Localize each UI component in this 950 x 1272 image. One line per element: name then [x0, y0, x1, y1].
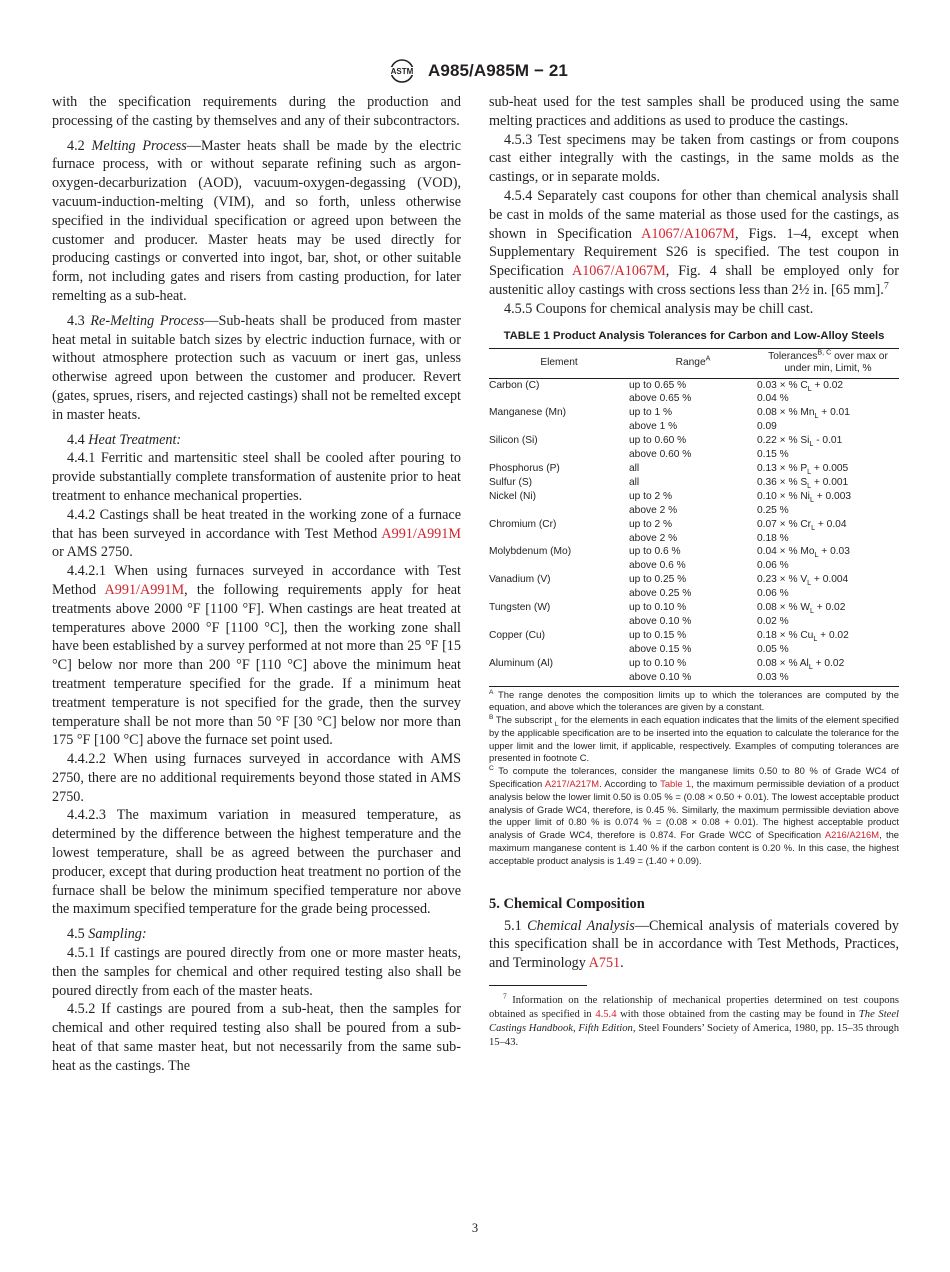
document-id: A985/A985M − 21	[428, 61, 568, 80]
link-table-1[interactable]: Table 1	[660, 778, 691, 790]
cell-range: up to 2 %	[629, 490, 673, 502]
link-a216[interactable]: A216/A216M	[824, 829, 880, 841]
paragraph-4-3: 4.3 Re-Melting Process—Sub-heats shall be produced from master heat metal in suitable batch sizes by electric induction furnace, with or without atmosphere protection such as vacuum or inert gas, unless otherwise agreed upon between the customer and producer. Revert (gates, sprues, risers, and rejected castings) shall not be remelted except in master heats.	[52, 312, 461, 423]
paragraph-4-5-2: 4.5.2 If castings are poured from a sub-heat, then the samples for chemical and other required testing also shall be poured from a sub-heat of that same master heat, but not necessarily from the same sub-heat as the castings. The	[52, 1001, 461, 1074]
table-footnote-a: $^A$ The range denotes the composition limits up to which the tolerances are computed by the equation, and above which the tolerances are given by a constant.	[489, 688, 899, 713]
cell-tolerance: 0.18 %	[757, 532, 789, 544]
table-footnote-c: $^C$ To compute the tolerances, consider the manganese limits 0.50 to 80 % of Grade WC4 of Specification A217/A217M. According to Table 1, the maximum permissible deviation of a product analysis below the lower limit 0.50 is 0.05 % = (0.08 × 0.50 + 0.01). The lowest acceptable product analysis of Grade WC4, therefore, is 0.45 %. Similarly, the maximum permissible deviation above the upper limit of 0.80 % is 0.074 % = (0.08 × 0.08 + 0.01). The highest acceptable product analysis of Grade WC4, therefore is 0.874. For Grade WCC of Specification A216/A216M, the maximum manganese content is 1.40 % if the carbon content is 0.20 %. In this case, the highest acceptable product analysis is 1.49 = (1.40 + 0.09).	[489, 765, 899, 866]
table-row	[489, 559, 899, 573]
table-row	[489, 629, 899, 643]
cell-tolerance: 0.18 × % $Cu_L + 0.02$	[757, 629, 849, 643]
cell-element	[489, 448, 629, 462]
link-4-5-4[interactable]: 4.5.4	[595, 1009, 617, 1021]
table-row	[489, 601, 899, 615]
cell-range: up to 0.60 %	[629, 435, 687, 447]
table-row	[489, 587, 899, 601]
cell-element: Carbon (C)	[489, 379, 540, 391]
link-a217[interactable]: A217/A217M	[544, 778, 600, 790]
cell-range: up to 0.65 %	[629, 379, 687, 391]
table-row	[489, 657, 899, 671]
section-5-heading: 5. Chemical Composition	[489, 895, 645, 912]
cell-tolerance: 0.07 × % $Cr_L + 0.04$	[757, 518, 847, 532]
table-row	[489, 532, 899, 546]
table-row	[489, 545, 899, 559]
table-row	[489, 392, 899, 406]
paragraph-4-5-1: 4.5.1 If castings are poured directly from one or more master heats, then the samples for chemical and other required testing also shall be poured directly from each of the master heats.	[52, 945, 461, 999]
cell-range: up to 0.10 %	[629, 602, 687, 614]
cell-tolerance: 0.25 %	[757, 504, 789, 516]
cell-element: Phosphorus (P)	[489, 463, 560, 474]
cell-range: above 0.65 %	[629, 393, 692, 405]
table-row	[489, 518, 899, 532]
cell-tolerance: 0.04 %	[757, 393, 789, 405]
footnote-7: $^7$ Information on the relationship of mechanical properties determined on test coupons obtained as specified in 4.5.4 with those obtained from the casting may be found in The Steel Castings Handbook, Fifth Edition, Steel Founders’ Society of America, 1980, pp. 15–35 through 15–43.	[489, 991, 899, 1049]
cell-range: above 0.10 %	[629, 615, 692, 627]
table-footnote-b: $^B$ The subscript $_L$ for the elements in each equation indicates that the limits of the element specified by the applicable specification are to be inserted into the equation to calculate the tolerance for the upper limit and the lower limit, if applicable, respectively. Examples of computing tolerances are presented in footnote C.	[489, 713, 899, 764]
cell-range: above 0.10 %	[629, 671, 757, 686]
paragraph-4-4-2-1: 4.4.2.1 When using furnaces surveyed in accordance with Test Method A991/A991M, the following requirements apply for heat treatments above 2000 °F [1100 °F]. When castings are heat treated at temperatures above 2000 °F [1100 °C], then the working zone shall have been established by a survey performed at not more than 25 °F [15 °C] below nor more than 200 °F [110 °C] above the minimum heat treatment temperature specified for the grade. If a minimum heat treatment temperature is not specified for the grade, then the survey temperature shall be not more than 50 °F [30 °C] below nor more than 175 °F [100 °C] above the furnace set point used.	[52, 563, 461, 749]
paragraph-continued: sub-heat used for the test samples shall be produced using the same melting practices and additions as used to produce the castings.	[489, 94, 899, 129]
link-a751[interactable]: A751	[588, 955, 621, 972]
cell-range: all	[629, 476, 640, 488]
left-column	[52, 93, 461, 1076]
cell-element	[489, 643, 629, 657]
cell-tolerance: 0.04 × % $Mo_L + 0.03$	[757, 546, 850, 560]
cell-tolerance: 0.06 %	[757, 588, 789, 600]
link-a1067-2[interactable]: A1067/A1067M	[571, 263, 666, 280]
cell-tolerance: 0.08 × % $Al_L + 0.02$	[757, 657, 845, 671]
cell-range: above 0.60 %	[629, 449, 692, 461]
cell-range: above 0.25 %	[629, 588, 692, 600]
paragraph-intro: with the specification requirements during the production and processing of the casting by themselves and any of their subcontractors.	[52, 94, 461, 129]
table-row	[489, 434, 899, 448]
cell-tolerance: 0.22 × % $Si_L - 0.01$	[757, 435, 843, 449]
cell-range: above 2 %	[629, 532, 678, 544]
cell-tolerance: 0.23 × % $V_L + 0.004$	[757, 574, 849, 588]
cell-range: all	[629, 463, 640, 474]
cell-tolerance: 0.09	[757, 421, 777, 433]
cell-element	[489, 615, 629, 629]
cell-tolerance: 0.15 %	[757, 449, 789, 461]
cell-range: up to 0.25 %	[629, 574, 687, 586]
cell-tolerance: 0.06 %	[757, 560, 789, 572]
footnote-ref-7: 7	[883, 280, 889, 292]
cell-range: up to 0.6 %	[629, 546, 681, 558]
cell-range: above 0.15 %	[629, 643, 692, 655]
cell-range: above 1 %	[629, 421, 678, 433]
table-row	[489, 462, 899, 476]
paragraph-4-4-2: 4.4.2 Castings shall be heat treated in the working zone of a furnace that has been surveyed in accordance with Test Method A991/A991M or AMS 2750.	[52, 506, 461, 561]
cell-element: Molybdenum (Mo)	[489, 546, 572, 558]
cell-element	[489, 671, 629, 686]
link-a1067[interactable]: A1067/A1067M	[641, 225, 735, 242]
svg-text:ASTM: ASTM	[390, 67, 414, 76]
cell-range: up to 2 %	[629, 518, 673, 530]
table-row	[489, 504, 899, 518]
cell-element	[489, 504, 629, 518]
table-row	[489, 573, 899, 587]
paragraph-4-5-5: 4.5.5 Coupons for chemical analysis may be chill cast.	[504, 300, 814, 317]
cell-element	[489, 587, 629, 601]
paragraph-4-5: 4.5 Sampling:	[67, 926, 147, 943]
paragraph-4-5-4: 4.5.4 Separately cast coupons for other than chemical analysis shall be cast in molds of the same material as those used for the castings, as shown in Specification A1067/A1067M, Figs. 1–4, except when Supplementary Requirement S26 is specified. The test coupon in Specification A1067/A1067M, Fig. 4 shall be employed only for austenitic alloy castings with cross sections less than 2½ in. [65 mm].$^7$	[489, 187, 900, 298]
table-row	[489, 490, 899, 504]
page-number: 3	[471, 1221, 479, 1235]
cell-element: Tungsten (W)	[489, 602, 551, 614]
cell-tolerance: 0.36 × % $S_L + 0.001$	[757, 476, 849, 490]
cell-element	[489, 420, 629, 434]
paragraph-5-1: 5.1 Chemical Analysis—Chemical analysis of materials covered by this specification shall be in accordance with Test Methods, Practices, and Terminology A751.	[489, 917, 899, 972]
cell-element: Sulfur (S)	[489, 476, 533, 488]
cell-tolerance: 0.05 %	[757, 643, 789, 655]
cell-element: Vanadium (V)	[489, 574, 551, 586]
paragraph-4-4-2-2: 4.4.2.2 When using furnaces surveyed in accordance with AMS 2750, there are no additional requirements beyond those stated in AMS 2750.	[52, 751, 461, 805]
paragraph-4-5-3: 4.5.3 Test specimens may be taken from castings or from coupons cast either integrally with the castings, in the same molds as the castings, or in separate molds.	[489, 131, 899, 186]
table-row	[489, 448, 899, 462]
page-header	[0, 58, 950, 84]
footnote-divider	[489, 985, 587, 986]
cell-element: Nickel (Ni)	[489, 490, 536, 502]
paragraph-4-2: 4.2 Melting Process—Master heats shall be made by the electric furnace process, with or without separate refining such as argon-oxygen-decarburization (AOD), vacuum-oxygen-degassing (VOD), vacuum-induction-melting (VIM), and so forth, unless otherwise specified in the individual specification or agreed upon between the customer and producer. Master heats may be used directly for producing castings or converted into ingot, bar, shot, or other suitable form, not including gates and risers from casting production, for later remelting as a sub-heat.	[52, 137, 461, 304]
link-a991[interactable]: A991/A991M	[381, 525, 461, 542]
table-row	[489, 476, 899, 490]
table-row	[489, 615, 899, 629]
table-header-range: Range$^A$	[629, 348, 757, 378]
table-row	[489, 671, 899, 686]
cell-element: Aluminum (Al)	[489, 657, 553, 669]
cell-range: above 0.6 %	[629, 560, 686, 572]
cell-range: up to 0.10 %	[629, 657, 687, 669]
cell-tolerance: 0.10 × % $Ni_L + 0.003$	[757, 490, 852, 504]
cell-element	[489, 559, 629, 573]
table-row	[489, 643, 899, 657]
cell-element: Silicon (Si)	[489, 435, 538, 447]
table-row	[489, 406, 899, 420]
cell-element	[489, 392, 629, 406]
cell-element: Copper (Cu)	[489, 629, 546, 641]
paragraph-4-4: 4.4 Heat Treatment:	[67, 431, 182, 448]
cell-tolerance: 0.08 × % $W_L + 0.02$	[757, 602, 846, 616]
cell-element: Chromium (Cr)	[489, 518, 557, 530]
table-header-element: Element	[489, 348, 629, 378]
cell-element	[489, 532, 629, 546]
cell-range: above 2 %	[629, 504, 678, 516]
table-row	[489, 420, 899, 434]
cell-tolerance: 0.02 %	[757, 615, 789, 627]
cell-tolerance: 0.13 × % $P_L + 0.005$	[757, 463, 849, 477]
astm-logo-icon	[382, 58, 422, 84]
paragraph-4-4-2-3: 4.4.2.3 The maximum variation in measured temperature, as determined by the difference between the highest temperature and the lowest temperature, shall be as agreed between the purchaser and producer, except that during production heat treatment no portion of the furnace shall be below the minimum specified temperature nor above the maximum specified temperature for the grade being processed.	[52, 807, 461, 918]
table-row	[489, 378, 899, 392]
tolerance-table	[489, 348, 899, 687]
paragraph-4-4-1: 4.4.1 Ferritic and martensitic steel shall be cooled after pouring to provide substantially complete transformation of austenite prior to heat treatment to enhance mechanical properties.	[52, 450, 461, 504]
cell-tolerance: 0.08 × % $Mn_L + 0.01$	[757, 407, 850, 421]
cell-range: up to 0.15 %	[629, 629, 687, 641]
link-a991-2[interactable]: A991/A991M	[104, 581, 185, 598]
table-title: TABLE 1 Product Analysis Tolerances for Carbon and Low-Alloy Steels	[503, 329, 885, 342]
cell-tolerance: 0.03 × % $C_L + 0.02$	[757, 379, 844, 393]
right-column	[489, 93, 899, 1050]
cell-tolerance: 0.03 %	[757, 671, 899, 686]
cell-element: Manganese (Mn)	[489, 407, 567, 419]
table-header-tolerance: Tolerances$^{B, C}$ over max or under min, Limit, %	[757, 348, 899, 378]
cell-range: up to 1 %	[629, 407, 673, 419]
